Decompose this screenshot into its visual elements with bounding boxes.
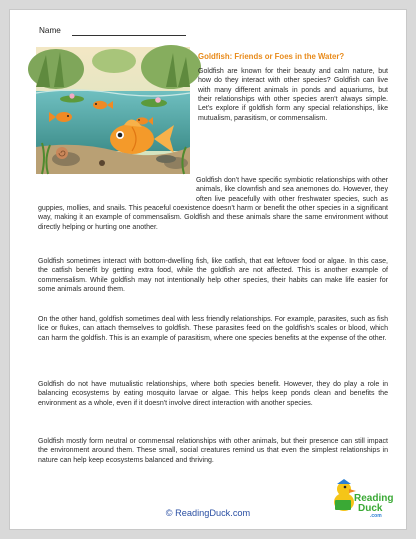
paragraph-6: Goldfish mostly form neutral or commensal relationships with other animals, but their presence can still impact the environment around them. These small, social creatures remind us that even the simplest relationships in nature can help keep ecosystems balanced and thriving. [38,438,388,464]
copyright-link[interactable]: © ReadingDuck.com [165,508,251,518]
paragraph-2 [38,176,388,232]
paragraph-4: On the other hand, goldfish sometimes deal with less friendly relationships. For example, parasites, such as fish lice or flukes, can attach themselves to goldfish. These parasites feed on the goldfish's scales or blood, which can harm the goldfish. This is an example of parasitism, where one species benefits at the expense of the other. [38,316,388,342]
reading-duck-logo [332,476,394,519]
logo-text-duck: Duck [358,503,383,514]
logo-text-com: .com [370,513,382,519]
paragraph-3: Goldfish sometimes interact with bottom-dwelling fish, like catfish, that eat leftover food or algae. In this case, the catfish benefit by getting extra food, while the goldfish are not affected. This is another example of commensalism. While goldfish may not intentionally help other species, their habits can make life easier for some animals around them. [38,258,388,294]
paragraph-1: Goldfish are known for their beauty and calm nature, but how do they interact with other species? Goldfish can live with many different animals in ponds and aquariums, but their relationships with other species aren't always simple. Let's explore if goldfish form any special relationships, like mutualism, parasitism, or commensalism. [198,68,388,122]
paragraph-5: Goldfish do not have mutualistic relationships, where both species benefit. However, they do play a role in balancing ecosystems by eating mosquito larvae or algae. This helps keep ponds clean and benefits the environment as a whole, even if it doesn't involve direct interaction with another species. [38,381,388,407]
name-label: Name [39,26,61,35]
name-input-line[interactable] [72,35,186,36]
worksheet-page [9,9,407,530]
article-title: Goldfish: Friends or Foes in the Water? [198,52,345,61]
goldfish-pond-illustration [36,47,190,174]
paragraph-2-text: Goldfish don't have specific symbiotic relationships with other animals, like clownfish and sea anemones do. However, they often live peacefully with other freshwater species, such as guppies, mollies, and snails. This peaceful coexistence doesn't harm or benefit the other species in a significant way, making it an example of commensalism. Goldfish and these animals share the same environment without directly helping or hurting one another. [38,177,388,231]
illustration-spacer [38,176,196,195]
logo-text-reading: Reading [354,493,394,504]
